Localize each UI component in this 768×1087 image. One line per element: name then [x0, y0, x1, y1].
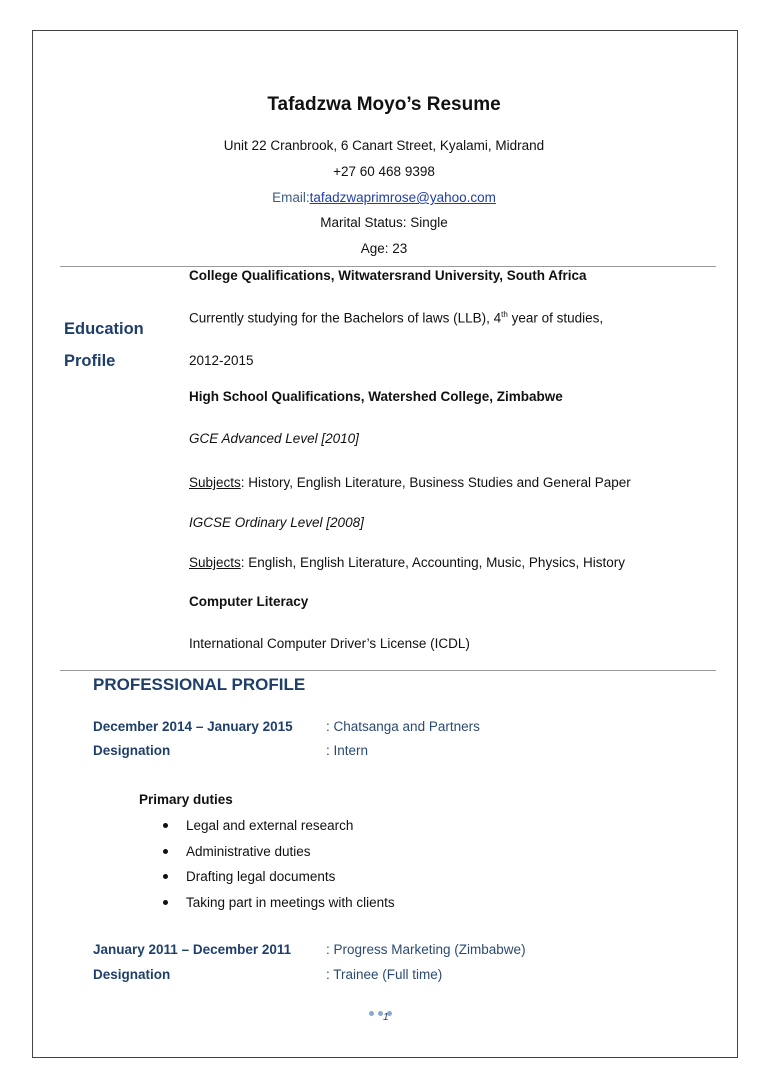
list-item: Administrative duties: [160, 842, 395, 868]
college-desc-text: Currently studying for the Bachelors of laws (LLB), 4: [189, 310, 502, 326]
college-desc-sup: th: [501, 310, 508, 319]
marital-status: Marital Status: Single: [320, 215, 448, 230]
age: Age: 23: [360, 241, 408, 256]
computer-literacy-title: Computer Literacy: [189, 594, 309, 609]
list-item: Taking part in meetings with clients: [160, 893, 395, 919]
gce-level: GCE Advanced Level [2010]: [189, 431, 359, 446]
job1-designation-label: Designation: [93, 743, 171, 758]
job2-company: : Progress Marketing (Zimbabwe): [326, 942, 526, 957]
college-title: College Qualifications, Witwatersrand University, South Africa: [189, 268, 587, 283]
header-divider: [60, 266, 716, 267]
resume-title: Tafadzwa Moyo’s Resume: [267, 94, 501, 115]
igcse-level: IGCSE Ordinary Level [2008]: [189, 515, 364, 530]
duties-list: [160, 816, 395, 918]
email-label: Email:: [272, 190, 310, 205]
igcse-subjects-text: : English, English Literature, Accounting, Music, Physics, History: [240, 555, 625, 570]
job1-company: : Chatsanga and Partners: [326, 719, 480, 734]
job2-designation: : Trainee (Full time): [326, 967, 443, 982]
igcse-subjects: [189, 555, 625, 570]
professional-profile-title: PROFESSIONAL PROFILE: [93, 675, 306, 694]
college-years: 2012-2015: [189, 353, 254, 368]
email-line: [0, 190, 768, 205]
gce-subjects-text: : History, English Literature, Business Studies and General Paper: [240, 475, 631, 490]
subjects-label: Subjects: [189, 475, 241, 490]
computer-literacy-desc: International Computer Driver’s License (ICDL): [189, 636, 470, 651]
subjects-label: Subjects: [189, 555, 241, 570]
primary-duties-title: Primary duties: [139, 792, 233, 807]
college-desc-post: year of studies,: [507, 310, 604, 326]
job1-designation: : Intern: [326, 743, 369, 758]
address: Unit 22 Cranbrook, 6 Canart Street, Kyalami, Midrand: [223, 138, 545, 153]
education-divider: [60, 670, 716, 671]
gce-subjects: [189, 475, 631, 490]
college-description: [189, 310, 603, 326]
education-heading-line1: Education: [64, 320, 144, 338]
page-number: 1: [383, 1012, 389, 1023]
list-item: Drafting legal documents: [160, 867, 395, 893]
highschool-title: High School Qualifications, Watershed College, Zimbabwe: [189, 389, 563, 404]
phone: +27 60 468 9398: [333, 164, 435, 179]
job1-period: December 2014 – January 2015: [93, 719, 293, 734]
email-link[interactable]: tafadzwaprimrose@yahoo.com: [309, 190, 496, 205]
job2-period: January 2011 – December 2011: [93, 942, 292, 957]
list-item: Legal and external research: [160, 816, 395, 842]
education-heading-line2: Profile: [64, 352, 116, 370]
job2-designation-label: Designation: [93, 967, 171, 982]
